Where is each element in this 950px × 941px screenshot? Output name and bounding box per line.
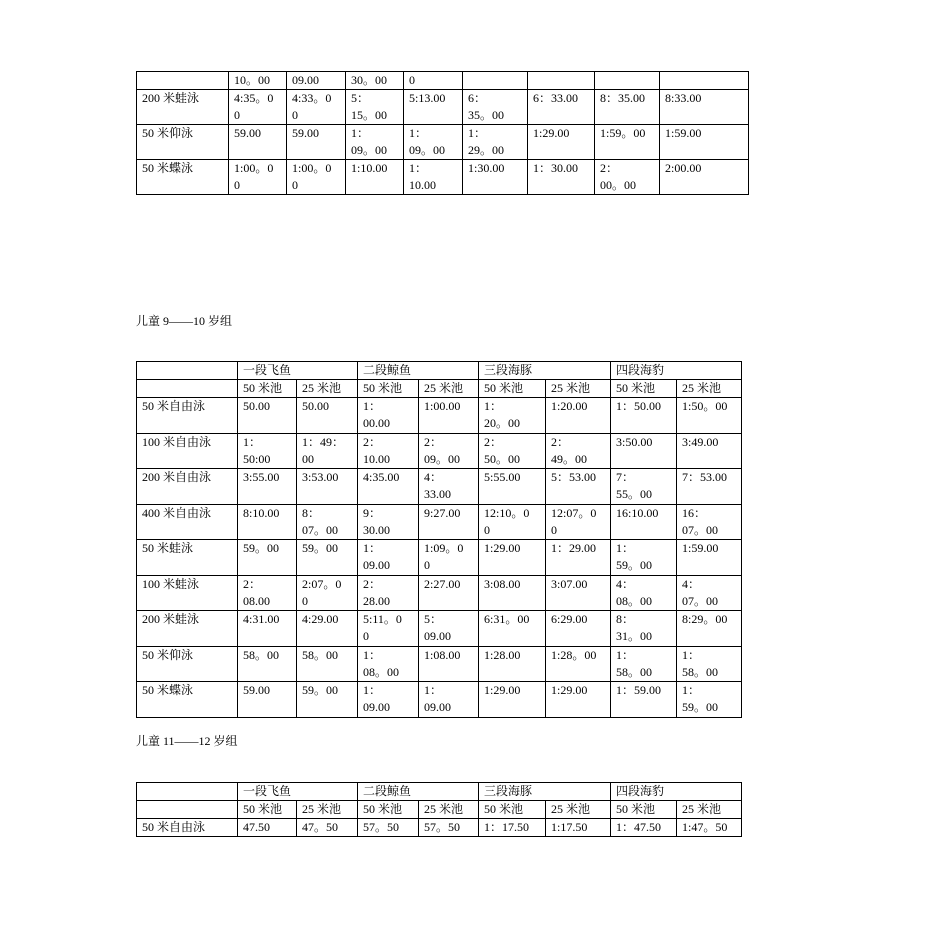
time-cell: 47.50	[238, 819, 297, 837]
time-cell: 5： 15。00	[346, 90, 404, 125]
header-row-groups	[137, 783, 742, 801]
time-cell: 59.00	[287, 125, 346, 160]
time-cell: 58。00	[238, 646, 297, 682]
time-cell: 1:30.00	[463, 160, 528, 195]
time-cell: 1： 09.00	[358, 540, 419, 576]
time-cell: 1:09。0 0	[419, 540, 479, 576]
standards-table-continued	[136, 71, 749, 195]
time-cell: 7：53.00	[677, 469, 742, 505]
time-cell: 4:29.00	[297, 611, 358, 647]
event-name-cell: 50 米仰泳	[137, 646, 238, 682]
pool-header-cell: 50 米池	[238, 801, 297, 819]
time-cell: 1：17.50	[479, 819, 546, 837]
time-cell: 59.00	[229, 125, 287, 160]
time-cell: 4:33。0 0	[287, 90, 346, 125]
time-cell: 7： 55。00	[611, 469, 677, 505]
time-cell: 5：53.00	[546, 469, 611, 505]
time-cell: 1:29.00	[479, 540, 546, 576]
event-name-cell: 400 米自由泳	[137, 504, 238, 540]
time-cell: 1:00.00	[419, 398, 479, 434]
time-cell: 3:53.00	[297, 469, 358, 505]
table-row	[137, 125, 749, 160]
event-name-cell: 50 米自由泳	[137, 819, 238, 837]
pool-header-cell: 50 米池	[479, 801, 546, 819]
pool-header-cell: 25 米池	[546, 801, 611, 819]
time-cell: 59.00	[238, 682, 297, 718]
time-cell: 8： 31。00	[611, 611, 677, 647]
time-cell: 6： 35。00	[463, 90, 528, 125]
table-row	[137, 819, 742, 837]
pool-header-cell: 25 米池	[546, 380, 611, 398]
time-cell: 1： 09。00	[404, 125, 463, 160]
time-cell: 2： 50。00	[479, 433, 546, 469]
corner-cell	[137, 801, 238, 819]
time-cell: 4:31.00	[238, 611, 297, 647]
header-row-groups	[137, 362, 742, 380]
time-cell: 1：50.00	[611, 398, 677, 434]
time-cell: 1： 20。00	[479, 398, 546, 434]
event-name-cell: 50 米蛙泳	[137, 540, 238, 576]
standards-table-age-9-10	[136, 361, 742, 718]
time-cell: 12:07。0 0	[546, 504, 611, 540]
pool-header-cell: 25 米池	[677, 380, 742, 398]
time-cell: 8： 07。00	[297, 504, 358, 540]
standards-table-age-11-12	[136, 782, 742, 837]
event-name-cell: 50 米蝶泳	[137, 682, 238, 718]
time-cell: 1：49： 00	[297, 433, 358, 469]
time-cell: 2： 08.00	[238, 575, 297, 611]
table-row	[137, 646, 742, 682]
time-cell: 50.00	[238, 398, 297, 434]
time-cell: 2： 09。00	[419, 433, 479, 469]
group-header-cell: 一段飞鱼	[238, 783, 358, 801]
time-cell	[660, 72, 749, 90]
event-name-cell	[137, 72, 229, 90]
time-cell: 2： 49。00	[546, 433, 611, 469]
time-cell	[595, 72, 660, 90]
time-cell: 10。00	[229, 72, 287, 90]
time-cell: 6:31。00	[479, 611, 546, 647]
pool-header-cell: 25 米池	[419, 380, 479, 398]
time-cell: 1:47。50	[677, 819, 742, 837]
time-cell: 3:49.00	[677, 433, 742, 469]
time-cell: 5： 09.00	[419, 611, 479, 647]
table-row	[137, 72, 749, 90]
time-cell: 1： 09。00	[346, 125, 404, 160]
time-cell: 4:35。0 0	[229, 90, 287, 125]
table-row	[137, 682, 742, 718]
table-row	[137, 398, 742, 434]
group-header-cell: 二段鲸鱼	[358, 362, 479, 380]
event-name-cell: 50 米仰泳	[137, 125, 229, 160]
event-name-cell: 200 米蛙泳	[137, 611, 238, 647]
time-cell: 1：59.00	[611, 682, 677, 718]
time-cell	[528, 72, 595, 90]
time-cell: 3:50.00	[611, 433, 677, 469]
time-cell: 1：47.50	[611, 819, 677, 837]
time-cell: 59。00	[297, 540, 358, 576]
pool-header-cell: 50 米池	[611, 380, 677, 398]
table-row	[137, 469, 742, 505]
table-row	[137, 504, 742, 540]
event-name-cell: 200 米自由泳	[137, 469, 238, 505]
section-heading-age-9-10: 儿童 9——10 岁组	[136, 314, 233, 328]
time-cell: 1:59.00	[660, 125, 749, 160]
time-cell: 9： 30.00	[358, 504, 419, 540]
time-cell: 8：35.00	[595, 90, 660, 125]
time-cell: 1： 09.00	[358, 682, 419, 718]
pool-header-cell: 50 米池	[358, 380, 419, 398]
time-cell: 1：30.00	[528, 160, 595, 195]
pool-header-cell: 50 米池	[358, 801, 419, 819]
time-cell: 1： 08。00	[358, 646, 419, 682]
corner-cell	[137, 362, 238, 380]
time-cell: 1： 50:00	[238, 433, 297, 469]
pool-header-cell: 50 米池	[238, 380, 297, 398]
time-cell: 3:55.00	[238, 469, 297, 505]
time-cell: 1： 10.00	[404, 160, 463, 195]
event-name-cell: 200 米蛙泳	[137, 90, 229, 125]
time-cell: 59。00	[238, 540, 297, 576]
time-cell: 2： 28.00	[358, 575, 419, 611]
header-row-pools	[137, 801, 742, 819]
table-row	[137, 160, 749, 195]
time-cell: 1:10.00	[346, 160, 404, 195]
table-row	[137, 540, 742, 576]
pool-header-cell: 50 米池	[479, 380, 546, 398]
time-cell: 1： 59。00	[611, 540, 677, 576]
time-cell: 16:10.00	[611, 504, 677, 540]
time-cell: 5:11。0 0	[358, 611, 419, 647]
pool-header-cell: 50 米池	[611, 801, 677, 819]
corner-cell	[137, 783, 238, 801]
time-cell: 57。50	[358, 819, 419, 837]
corner-cell	[137, 380, 238, 398]
table-row	[137, 575, 742, 611]
time-cell: 6:29.00	[546, 611, 611, 647]
event-name-cell: 50 米自由泳	[137, 398, 238, 434]
time-cell: 57。50	[419, 819, 479, 837]
time-cell: 2： 00。00	[595, 160, 660, 195]
time-cell: 5:13.00	[404, 90, 463, 125]
time-cell: 4： 08。00	[611, 575, 677, 611]
time-cell: 8:29。00	[677, 611, 742, 647]
time-cell: 1:28。00	[546, 646, 611, 682]
group-header-cell: 四段海豹	[611, 783, 742, 801]
time-cell: 1:00。0 0	[287, 160, 346, 195]
time-cell: 09.00	[287, 72, 346, 90]
time-cell: 16： 07。00	[677, 504, 742, 540]
time-cell: 1： 09.00	[419, 682, 479, 718]
time-cell: 2:00.00	[660, 160, 749, 195]
time-cell: 6：33.00	[528, 90, 595, 125]
time-cell: 5:55.00	[479, 469, 546, 505]
time-cell: 1:20.00	[546, 398, 611, 434]
time-cell	[463, 72, 528, 90]
time-cell: 12:10。0 0	[479, 504, 546, 540]
time-cell: 1：29.00	[546, 540, 611, 576]
time-cell: 58。00	[297, 646, 358, 682]
group-header-cell: 二段鲸鱼	[358, 783, 479, 801]
event-name-cell: 100 米蛙泳	[137, 575, 238, 611]
time-cell: 4:35.00	[358, 469, 419, 505]
pool-header-cell: 25 米池	[297, 801, 358, 819]
time-cell: 1:08.00	[419, 646, 479, 682]
time-cell: 1： 58。00	[677, 646, 742, 682]
time-cell: 4： 33.00	[419, 469, 479, 505]
group-header-cell: 一段飞鱼	[238, 362, 358, 380]
time-cell: 2:07。0 0	[297, 575, 358, 611]
time-cell: 30。00	[346, 72, 404, 90]
time-cell: 1： 00.00	[358, 398, 419, 434]
table-row	[137, 90, 749, 125]
time-cell: 1： 29。00	[463, 125, 528, 160]
time-cell: 8:10.00	[238, 504, 297, 540]
pool-header-cell: 25 米池	[297, 380, 358, 398]
table-row	[137, 611, 742, 647]
table-row	[137, 433, 742, 469]
time-cell: 1:29.00	[479, 682, 546, 718]
pool-header-cell: 25 米池	[677, 801, 742, 819]
header-row-pools	[137, 380, 742, 398]
time-cell: 1:59。00	[595, 125, 660, 160]
time-cell: 50.00	[297, 398, 358, 434]
section-heading-age-11-12: 儿童 11——12 岁组	[136, 734, 238, 748]
time-cell: 1:29.00	[546, 682, 611, 718]
time-cell: 1:29.00	[528, 125, 595, 160]
time-cell: 3:08.00	[479, 575, 546, 611]
time-cell: 47。50	[297, 819, 358, 837]
time-cell: 2： 10.00	[358, 433, 419, 469]
time-cell: 0	[404, 72, 463, 90]
group-header-cell: 三段海豚	[479, 783, 611, 801]
time-cell: 1:59.00	[677, 540, 742, 576]
time-cell: 1： 59。00	[677, 682, 742, 718]
time-cell: 1:00。0 0	[229, 160, 287, 195]
event-name-cell: 100 米自由泳	[137, 433, 238, 469]
time-cell: 9:27.00	[419, 504, 479, 540]
time-cell: 3:07.00	[546, 575, 611, 611]
pool-header-cell: 25 米池	[419, 801, 479, 819]
time-cell: 1:17.50	[546, 819, 611, 837]
time-cell: 59。00	[297, 682, 358, 718]
time-cell: 2:27.00	[419, 575, 479, 611]
group-header-cell: 三段海豚	[479, 362, 611, 380]
time-cell: 1:28.00	[479, 646, 546, 682]
time-cell: 1： 58。00	[611, 646, 677, 682]
group-header-cell: 四段海豹	[611, 362, 742, 380]
time-cell: 1:50。00	[677, 398, 742, 434]
time-cell: 8:33.00	[660, 90, 749, 125]
time-cell: 4： 07。00	[677, 575, 742, 611]
event-name-cell: 50 米蝶泳	[137, 160, 229, 195]
